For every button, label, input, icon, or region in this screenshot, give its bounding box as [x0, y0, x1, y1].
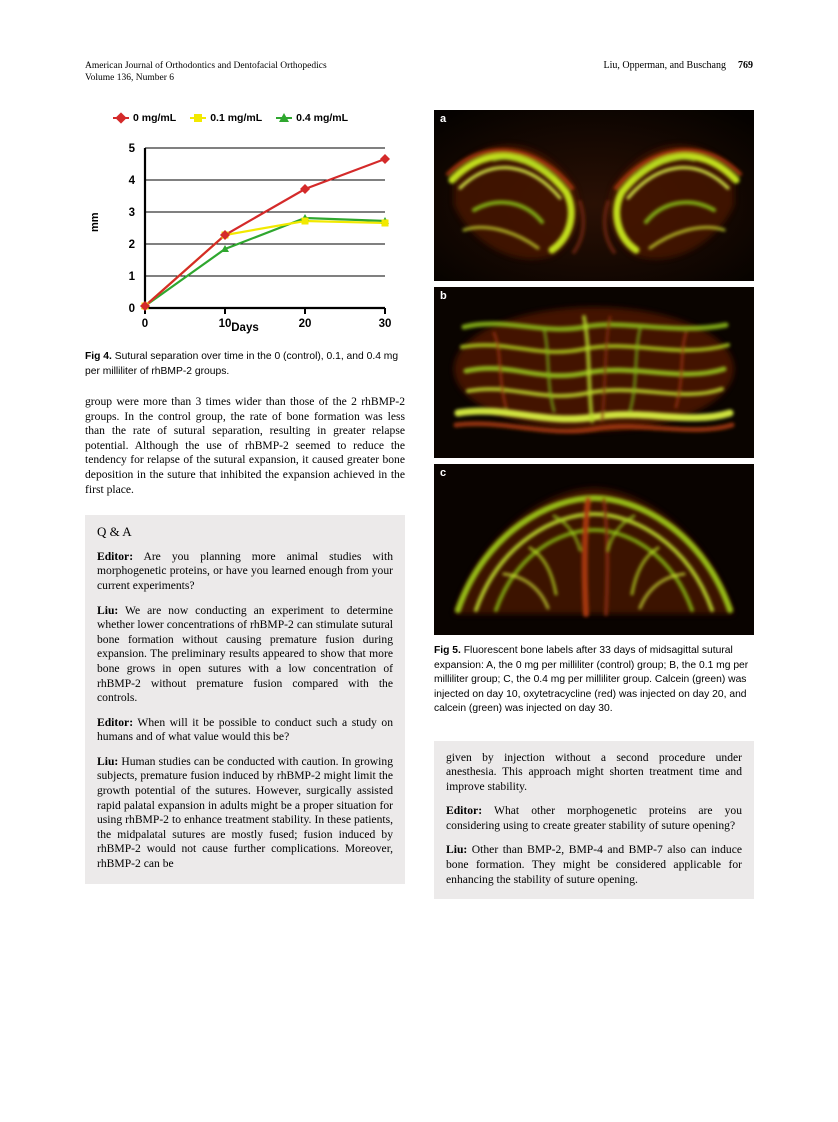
chart-xlabel: Days	[231, 322, 259, 334]
right-column	[434, 110, 754, 899]
qa-speaker: Liu:	[446, 843, 468, 857]
qa-heading: Q & A	[97, 524, 132, 540]
svg-text:3: 3	[128, 207, 135, 219]
qa-box-left	[85, 515, 405, 883]
legend-label-1: 0.1 mg/mL	[210, 112, 263, 124]
svg-text:5: 5	[128, 143, 135, 155]
left-column	[85, 110, 405, 884]
qa-speaker: Editor:	[446, 804, 483, 818]
qa-text: When will it be possible to conduct such a study on humans and of what value would this be?	[97, 715, 393, 744]
qa-item	[97, 755, 393, 872]
svg-text:2: 2	[128, 239, 135, 251]
figure-4-label: Fig 4.	[85, 351, 112, 362]
series-line-2	[145, 218, 385, 306]
panel-label-b: b	[440, 290, 447, 302]
qa-text: given by injection without a second procedure under anesthesia. This approach might shorten treatment time and improve stability.	[446, 750, 742, 793]
figure-4-chart	[85, 110, 405, 342]
figure-4-caption	[85, 350, 405, 379]
legend-marker-diamond-icon	[113, 113, 129, 123]
qa-item	[446, 751, 742, 795]
qa-text: What other morphogenetic proteins are you considering using to create greater stability of suture opening?	[446, 804, 742, 832]
figure-5-panel-a	[434, 110, 754, 281]
svg-text:1: 1	[128, 271, 135, 283]
qa-text: Human studies can be conducted with caution. In growing subjects, premature fusion induced by rhBMP-2 might limit the growth potential of the sutures. However, surgically assisted rapid palatal expansion in adults might be a proper situation for using rhBMP-2 to enhance treatment stability. In these patients, the midpalatal sutures are mostly fused; fusion induced by rhBMP-2 would not cause further complications. Moreover, rhBMP-2 can be	[97, 754, 393, 871]
figure-5-panel-b	[434, 287, 754, 458]
qa-item	[97, 550, 393, 594]
legend-marker-triangle-icon	[276, 113, 292, 123]
svg-text:30: 30	[378, 318, 392, 330]
running-head-left	[85, 60, 327, 84]
legend-item-0	[113, 112, 176, 124]
qa-box-right	[434, 741, 754, 900]
chart-legend	[113, 112, 405, 124]
chart-svg	[85, 136, 405, 342]
qa-text: Are you planning more animal studies with morphogenetic proteins, or have you learned enough from your current experiments?	[97, 549, 393, 592]
figure-5-caption	[434, 644, 754, 717]
legend-item-2	[276, 112, 348, 124]
left-body-paragraph: group were more than 3 times wider than those of the 2 rhBMP-2 groups. In the control group, the rate of bone formation was less than the rate of sutural separation, resulting in greater relapse potential. Although the use of rhBMP-2 seemed to reduce the tendency for relapse of the sutural expansion, it caused greater bone deposition in the suture that inhibited the expansion achieved in the first place.	[85, 395, 405, 496]
qa-item	[97, 604, 393, 706]
panel-b-image	[434, 287, 754, 458]
svg-text:10: 10	[218, 318, 232, 330]
qa-item	[446, 843, 742, 887]
figure-5-label: Fig 5.	[434, 645, 461, 656]
qa-speaker: Liu:	[97, 603, 119, 617]
figure-5-caption-text: Fluorescent bone labels after 33 days of midsagittal sutural expansion: A, the 0 mg per milliliter (control) group; B, the 0.1 mg per milliliter group; C, the 0.4 mg per milliliter group. Calcein (green) was injected on day 10, oxytetracycline (red) was injected on day 20, and calcein (green) was injected on day 30.	[434, 645, 749, 714]
panel-a-image	[434, 110, 754, 281]
legend-marker-square-icon	[190, 113, 206, 123]
journal-title: American Journal of Orthodontics and Dentofacial Orthopedics	[85, 61, 327, 71]
panel-c-image	[434, 464, 754, 635]
volume-issue: Volume 136, Number 6	[85, 73, 175, 83]
figure-4-caption-text: Sutural separation over time in the 0 (control), 0.1, and 0.4 mg per milliliter of rhBMP-2 groups.	[85, 351, 399, 377]
qa-speaker: Editor:	[97, 549, 134, 563]
chart-plot-area	[85, 136, 405, 342]
svg-text:20: 20	[298, 318, 312, 330]
svg-text:0: 0	[141, 318, 149, 330]
series-markers-1	[142, 218, 389, 310]
running-head	[85, 60, 753, 84]
figure-5-panel-c	[434, 464, 754, 635]
legend-item-1	[190, 112, 262, 124]
svg-text:0: 0	[128, 303, 135, 315]
author-names: Liu, Opperman, and Buschang	[603, 60, 726, 71]
running-head-right	[604, 60, 753, 72]
qa-item	[97, 716, 393, 745]
qa-text: We are now conducting an experiment to determine whether lower concentrations of rhBMP-2 can stimulate sutural bone formation without causing premature fusion during expansion. The preliminary results appeared to show that more bone grows in open sutures with a low concentration of rhBMP-2 without premature fusion compared with the controls.	[97, 603, 393, 705]
chart-ylabel: mm	[89, 212, 101, 232]
panel-label-a: a	[440, 113, 447, 125]
legend-label-0: 0 mg/mL	[133, 112, 177, 124]
qa-item	[446, 804, 742, 833]
panel-label-c: c	[440, 467, 447, 479]
qa-speaker: Liu:	[97, 754, 119, 768]
page-number: 769	[738, 60, 753, 71]
qa-text: Other than BMP-2, BMP-4 and BMP-7 also can induce bone formation. They might be considered applicable for enhancing the stability of suture opening.	[446, 843, 742, 886]
qa-speaker: Editor:	[97, 715, 134, 729]
legend-label-2: 0.4 mg/mL	[296, 112, 349, 124]
svg-text:4: 4	[128, 175, 135, 187]
